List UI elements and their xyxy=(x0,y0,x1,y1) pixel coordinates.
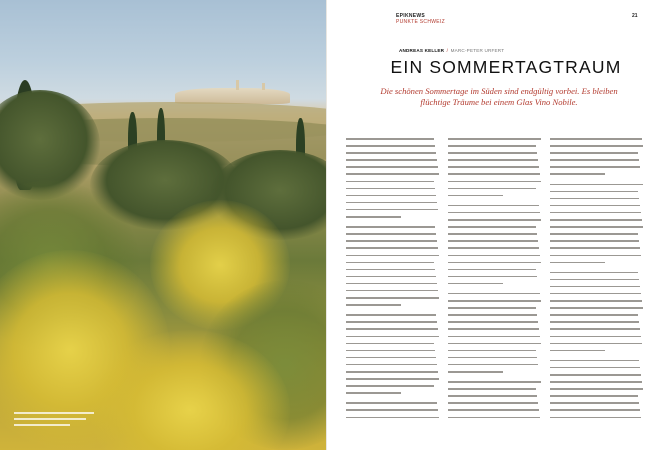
text-line xyxy=(448,159,538,161)
rubric-sub: PUNKTE SCHWEIZ xyxy=(396,19,445,25)
text-line xyxy=(448,307,536,309)
text-line xyxy=(550,262,605,264)
article-headline: EIN SOMMERTAGTRAUM xyxy=(390,57,622,77)
text-line xyxy=(448,188,536,190)
rubric-kicker: EPIKNEWS xyxy=(396,13,426,19)
text-line xyxy=(550,272,638,274)
text-line xyxy=(448,247,539,249)
text-line xyxy=(346,392,401,394)
text-line xyxy=(346,364,437,366)
text-line xyxy=(346,255,439,257)
text-line xyxy=(448,417,540,419)
text-line xyxy=(448,195,503,197)
text-line xyxy=(346,188,435,190)
text-line xyxy=(550,328,640,330)
text-line xyxy=(346,247,438,249)
text-line xyxy=(346,276,436,278)
text-line xyxy=(346,371,438,373)
text-line xyxy=(550,198,639,200)
text-line xyxy=(346,283,437,285)
text-line xyxy=(448,166,539,168)
text-line xyxy=(550,388,643,390)
page-gutter xyxy=(326,0,327,450)
text-line xyxy=(550,247,640,249)
text-line xyxy=(448,293,540,295)
text-line xyxy=(448,205,539,207)
text-line xyxy=(448,395,537,397)
text-line xyxy=(346,226,435,228)
text-line xyxy=(550,240,639,242)
text-line xyxy=(448,402,538,404)
text-line xyxy=(550,314,638,316)
text-line xyxy=(346,262,434,264)
text-line xyxy=(550,321,639,323)
article-lede: Die schönen Sommertage im Süden sind endgültig vorbei. Es bleiben flüchtige Träume bei einem Glas Vino Nobile. xyxy=(380,86,618,107)
text-line xyxy=(346,402,437,404)
text-line xyxy=(448,240,538,242)
text-line xyxy=(550,286,640,288)
text-line xyxy=(346,152,436,154)
text-line xyxy=(550,191,638,193)
text-line xyxy=(346,240,437,242)
text-line xyxy=(550,395,638,397)
text-line xyxy=(346,166,438,168)
text-line xyxy=(448,350,536,352)
body-column-3 xyxy=(550,138,644,438)
text-line xyxy=(448,269,536,271)
text-line xyxy=(550,255,641,257)
text-line xyxy=(448,343,541,345)
body-column-1 xyxy=(346,138,440,438)
text-line xyxy=(550,145,643,147)
text-line xyxy=(448,336,540,338)
text-line xyxy=(550,402,639,404)
text-line xyxy=(346,269,435,271)
text-line xyxy=(448,276,537,278)
text-line xyxy=(346,297,439,299)
text-line xyxy=(550,279,639,281)
text-line xyxy=(346,357,436,359)
text-line xyxy=(550,350,605,352)
text-line xyxy=(550,381,642,383)
text-line xyxy=(550,409,640,411)
text-line xyxy=(550,233,638,235)
text-line xyxy=(346,343,434,345)
text-line xyxy=(448,283,503,285)
text-line xyxy=(448,138,541,140)
photographer-name: MARC-PETER URFERT xyxy=(450,48,505,53)
text-line xyxy=(346,233,436,235)
text-line xyxy=(448,300,541,302)
text-line xyxy=(346,304,401,306)
text-line xyxy=(346,409,438,411)
text-line xyxy=(550,205,640,207)
text-line xyxy=(550,226,643,228)
text-line xyxy=(448,152,537,154)
text-line xyxy=(346,378,439,380)
text-line xyxy=(346,290,438,292)
text-line xyxy=(346,209,438,211)
text-line xyxy=(550,219,642,221)
text-line xyxy=(550,360,639,362)
text-line xyxy=(346,336,439,338)
text-line xyxy=(346,181,434,183)
text-line xyxy=(448,262,541,264)
text-line xyxy=(550,300,642,302)
text-line xyxy=(550,159,639,161)
text-line xyxy=(550,336,641,338)
byline-separator: / xyxy=(446,48,449,53)
text-line xyxy=(448,381,541,383)
section-rubric xyxy=(396,13,445,25)
bell-tower xyxy=(262,83,265,90)
text-line xyxy=(550,166,640,168)
text-line xyxy=(550,173,605,175)
text-line xyxy=(448,371,503,373)
text-line xyxy=(550,138,642,140)
text-line xyxy=(346,417,439,419)
landscape-photo xyxy=(0,0,326,450)
byline xyxy=(399,48,504,53)
text-line xyxy=(550,417,641,419)
text-line xyxy=(448,321,538,323)
text-line xyxy=(346,159,437,161)
text-line xyxy=(550,307,643,309)
text-line xyxy=(448,364,538,366)
text-line xyxy=(448,314,537,316)
body-column-2 xyxy=(448,138,542,438)
text-line xyxy=(346,350,435,352)
text-line xyxy=(346,216,401,218)
page-number: 21 xyxy=(632,13,638,19)
text-line xyxy=(346,328,438,330)
text-line xyxy=(346,145,435,147)
text-line xyxy=(550,184,643,186)
text-line xyxy=(448,255,540,257)
text-line xyxy=(346,202,437,204)
text-line xyxy=(448,388,536,390)
text-line xyxy=(448,145,536,147)
text-line xyxy=(550,293,641,295)
text-line xyxy=(346,138,434,140)
text-line xyxy=(448,328,539,330)
text-line xyxy=(448,357,537,359)
text-line xyxy=(550,374,641,376)
text-line xyxy=(448,409,539,411)
text-line xyxy=(448,226,536,228)
text-line xyxy=(448,181,541,183)
text-line xyxy=(550,367,640,369)
text-line xyxy=(550,212,641,214)
author-name: ANDREAS KELLER xyxy=(399,48,445,53)
text-line xyxy=(550,152,638,154)
text-line xyxy=(448,173,540,175)
text-line xyxy=(346,195,436,197)
text-line xyxy=(346,173,439,175)
text-line xyxy=(346,321,437,323)
text-line xyxy=(550,343,642,345)
church-tower xyxy=(236,80,239,90)
text-line xyxy=(448,212,540,214)
text-line xyxy=(448,233,537,235)
text-line xyxy=(448,219,541,221)
text-line xyxy=(346,314,436,316)
text-line xyxy=(346,385,434,387)
photo-caption xyxy=(14,412,94,430)
